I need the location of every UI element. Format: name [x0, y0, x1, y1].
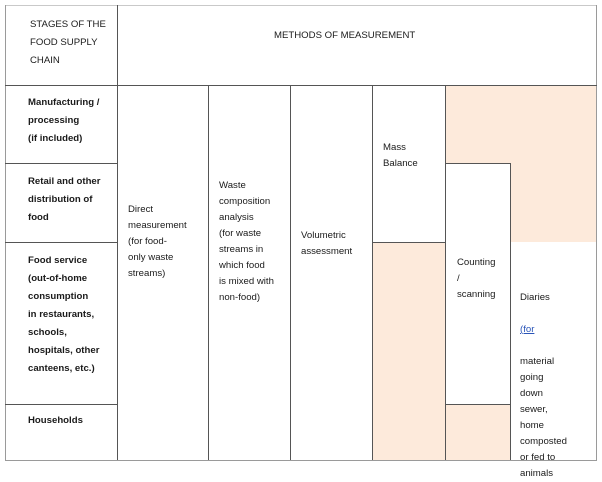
method-column-divider	[510, 163, 511, 460]
table-top-border	[5, 5, 597, 6]
method-column-divider	[372, 85, 373, 460]
table-left-border	[5, 5, 6, 460]
method-waste-composition: Waste composition analysis (for waste streams in which food is mixed with non-food)	[219, 180, 274, 303]
stage-manufacturing: Manufacturing / processing (if included)	[28, 97, 100, 144]
table-bottom-border	[5, 460, 597, 461]
method-diaries	[520, 274, 595, 482]
shaded-cell-retail-diaries	[510, 163, 596, 242]
methods-header: METHODS OF MEASUREMENT	[274, 30, 416, 41]
diaries-label: Diaries	[520, 292, 550, 303]
stage-retail: Retail and other distribution of food	[28, 176, 101, 223]
stage-row-rule	[5, 163, 117, 164]
stage-column-divider	[117, 5, 118, 460]
shaded-cell-foodservice-mass-balance	[372, 242, 445, 460]
mass-balance-bottom-rule	[372, 242, 445, 243]
method-direct-measurement: Direct measurement (for food- only waste streams)	[128, 204, 187, 279]
shaded-cell-manufacturing-counting	[445, 85, 596, 163]
diaries-for-link[interactable]: (for	[520, 324, 535, 335]
diaries-detail: material going down sewer, home composted or fed to animals	[520, 356, 567, 479]
stage-row-rule	[5, 242, 117, 243]
stage-households: Households	[28, 415, 83, 426]
header-rule	[5, 85, 597, 86]
counting-bottom-rule	[445, 404, 510, 405]
method-counting-scanning: Counting / scanning	[457, 257, 496, 300]
stages-header: STAGES OF THE FOOD SUPPLY CHAIN	[30, 19, 106, 66]
method-column-divider	[208, 85, 209, 460]
method-column-divider	[290, 85, 291, 460]
shaded-cell-households-counting	[445, 404, 510, 460]
table-right-border	[596, 5, 597, 460]
stage-row-rule	[5, 404, 117, 405]
counting-top-rule	[445, 163, 510, 164]
stage-food-service: Food service (out-of-home consumption in restaurants, schools, hospitals, other canteens, etc.)	[28, 255, 100, 374]
method-mass-balance: Mass Balance	[383, 142, 418, 169]
method-volumetric: Volumetric assessment	[301, 230, 353, 257]
